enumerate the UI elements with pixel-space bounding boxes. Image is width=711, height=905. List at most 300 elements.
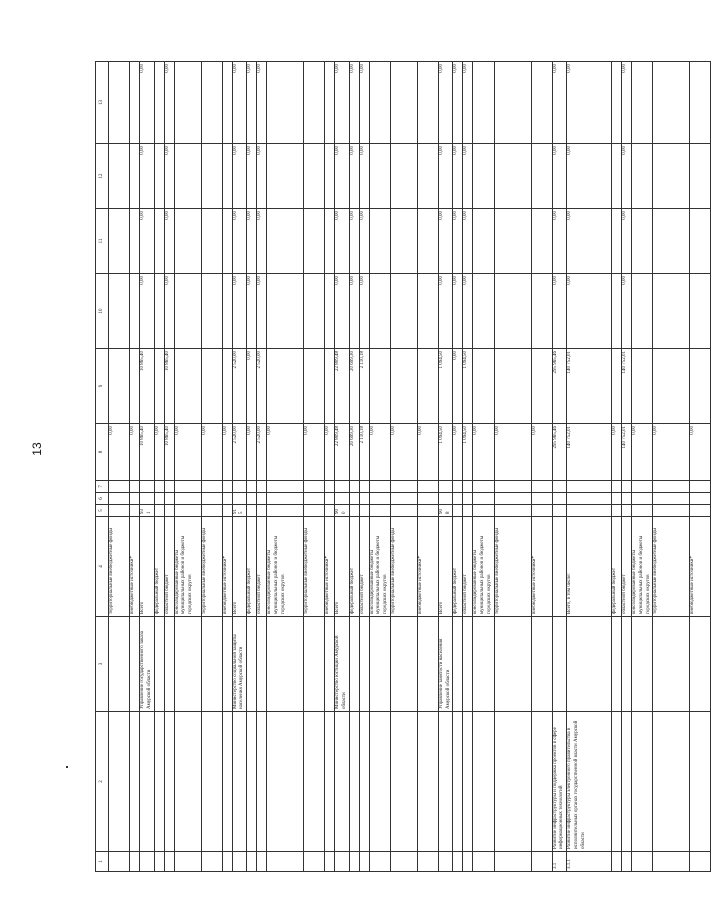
cell-col-10: [325, 274, 335, 349]
cell-col-13: [612, 62, 622, 144]
cell-col-7: [222, 481, 232, 493]
cell-col-5: [653, 505, 690, 517]
table-row: [552, 62, 567, 872]
cell-col-1: [622, 852, 632, 872]
cell-col-13: [531, 62, 552, 144]
cell-col-13: [390, 62, 417, 144]
cell-col-11: [304, 209, 325, 274]
cell-col-13: [304, 62, 325, 144]
cell-col-3: [304, 617, 325, 712]
cell-col-11: 0,00: [247, 209, 257, 274]
cell-col-12: 0,00: [453, 144, 463, 209]
cell-col-13: [267, 62, 304, 144]
cell-col-7: [417, 481, 438, 493]
cell-col-9: 0,00: [453, 349, 463, 424]
cell-col-5: [267, 505, 304, 517]
cell-col-13: 0,00: [567, 62, 612, 144]
cell-col-12: [201, 144, 222, 209]
table-row: [359, 62, 369, 872]
cell-col-3: [267, 617, 304, 712]
cell-col-4: Всего: [335, 517, 350, 617]
cell-col-8: 20 699,30: [349, 424, 359, 481]
cell-col-11: 0,00: [453, 209, 463, 274]
cell-col-8: 0,00: [369, 424, 390, 481]
cell-col-10: [130, 274, 140, 349]
cell-col-9: 10 865,40: [140, 349, 155, 424]
cell-col-3: [531, 617, 552, 712]
cell-col-7: [463, 481, 473, 493]
cell-col-13: [130, 62, 140, 144]
cell-col-9: [109, 349, 130, 424]
cell-col-12: [222, 144, 232, 209]
cell-col-2: [335, 712, 350, 852]
cell-col-3: [257, 617, 267, 712]
cell-col-1: 3.1: [552, 852, 567, 872]
cell-col-11: [494, 209, 531, 274]
cell-col-9: [201, 349, 222, 424]
cell-col-4: консолидированные бюджеты муниципальных районов и бюджеты городских округов: [632, 517, 653, 617]
cell-col-6: [109, 493, 130, 505]
cell-col-8: 10 865,40: [164, 424, 174, 481]
cell-col-2: [438, 712, 453, 852]
cell-col-5: [304, 505, 325, 517]
cell-col-11: [473, 209, 494, 274]
cell-col-11: [612, 209, 622, 274]
column-header: 2: [96, 712, 109, 852]
cell-col-1: [304, 852, 325, 872]
cell-col-6: [359, 493, 369, 505]
cell-col-12: 0,00: [140, 144, 155, 209]
cell-col-10: [154, 274, 164, 349]
cell-col-6: [494, 493, 531, 505]
cell-col-1: [438, 852, 453, 872]
cell-col-9: [369, 349, 390, 424]
cell-col-12: [390, 144, 417, 209]
cell-col-4: [552, 517, 567, 617]
column-header: 5: [96, 505, 109, 517]
cell-col-6: [453, 493, 463, 505]
table-row: [632, 62, 653, 872]
cell-col-2: [653, 712, 690, 852]
cell-col-5: [494, 505, 531, 517]
cell-col-4: федеральный бюджет: [154, 517, 164, 617]
cell-col-9: [612, 349, 622, 424]
table-row: [201, 62, 222, 872]
cell-col-6: [349, 493, 359, 505]
cell-col-3: [552, 617, 567, 712]
cell-col-13: [109, 62, 130, 144]
cell-col-11: 0,00: [567, 209, 612, 274]
cell-col-9: 0,00: [247, 349, 257, 424]
cell-col-1: [232, 852, 247, 872]
cell-col-8: 1 094,50: [438, 424, 453, 481]
cell-col-10: 0,00: [232, 274, 247, 349]
cell-col-13: 0,00: [335, 62, 350, 144]
table-row: [109, 62, 130, 872]
cell-col-9: [690, 349, 711, 424]
cell-col-3: [325, 617, 335, 712]
cell-col-2: [349, 712, 359, 852]
cell-col-12: 0,00: [567, 144, 612, 209]
cell-col-11: [653, 209, 690, 274]
cell-col-12: [174, 144, 201, 209]
table-row: [531, 62, 552, 872]
cell-col-10: 0,00: [140, 274, 155, 349]
budget-table-page: [95, 62, 696, 872]
cell-col-2: [473, 712, 494, 852]
cell-col-13: [325, 62, 335, 144]
cell-col-11: [632, 209, 653, 274]
cell-col-7: [632, 481, 653, 493]
cell-col-4: внебюджетные источники*: [417, 517, 438, 617]
cell-col-5: [632, 505, 653, 517]
cell-col-2: [130, 712, 140, 852]
cell-col-7: [267, 481, 304, 493]
cell-col-7: [622, 481, 632, 493]
cell-col-3: [622, 617, 632, 712]
cell-col-12: [304, 144, 325, 209]
cell-col-6: [222, 493, 232, 505]
cell-col-3: [453, 617, 463, 712]
cell-col-5: [417, 505, 438, 517]
cell-col-12: 0,00: [359, 144, 369, 209]
cell-col-7: [325, 481, 335, 493]
cell-col-7: [369, 481, 390, 493]
column-header: 12: [96, 144, 109, 209]
cell-col-11: [690, 209, 711, 274]
cell-col-5: [222, 505, 232, 517]
cell-col-12: 0,00: [247, 144, 257, 209]
cell-col-3: [359, 617, 369, 712]
cell-col-11: [130, 209, 140, 274]
cell-col-2: [531, 712, 552, 852]
cell-col-2: [232, 712, 247, 852]
cell-col-7: [359, 481, 369, 493]
cell-col-12: 0,00: [349, 144, 359, 209]
cell-col-8: 140 752,01: [622, 424, 632, 481]
cell-col-3: [612, 617, 622, 712]
cell-col-13: 0,00: [438, 62, 453, 144]
cell-col-10: [612, 274, 622, 349]
cell-col-10: 0,00: [335, 274, 350, 349]
cell-col-1: [632, 852, 653, 872]
cell-col-5: [552, 505, 567, 517]
cell-col-2: [463, 712, 473, 852]
cell-col-8: 0,00: [130, 424, 140, 481]
cell-col-9: 10 865,40: [164, 349, 174, 424]
cell-col-1: [369, 852, 390, 872]
cell-col-12: [325, 144, 335, 209]
table-row: [130, 62, 140, 872]
cell-col-11: [109, 209, 130, 274]
cell-col-13: 0,00: [453, 62, 463, 144]
cell-col-8: 22 809,48: [335, 424, 350, 481]
cell-col-6: [390, 493, 417, 505]
cell-col-7: [164, 481, 174, 493]
table-row: [612, 62, 622, 872]
column-header: 4: [96, 517, 109, 617]
cell-col-2: [257, 712, 267, 852]
cell-col-5: [612, 505, 622, 517]
cell-col-9: 1 094,50: [463, 349, 473, 424]
cell-col-5: 900: [335, 505, 350, 517]
cell-col-2: [164, 712, 174, 852]
cell-col-3: [390, 617, 417, 712]
cell-col-10: [304, 274, 325, 349]
cell-col-12: 0,00: [257, 144, 267, 209]
cell-col-11: 0,00: [349, 209, 359, 274]
cell-col-13: [473, 62, 494, 144]
cell-col-7: [201, 481, 222, 493]
cell-col-5: [130, 505, 140, 517]
cell-col-10: 0,00: [349, 274, 359, 349]
cell-col-10: [109, 274, 130, 349]
table-row: [174, 62, 201, 872]
cell-col-13: [690, 62, 711, 144]
cell-col-1: [222, 852, 232, 872]
cell-col-6: [552, 493, 567, 505]
cell-col-4: консолидированные бюджеты муниципальных районов и бюджеты городских округов: [369, 517, 390, 617]
cell-col-2: [632, 712, 653, 852]
cell-col-9: [390, 349, 417, 424]
cell-col-10: [222, 274, 232, 349]
cell-col-3: [201, 617, 222, 712]
cell-col-8: 10 865,40: [140, 424, 155, 481]
table-row: [304, 62, 325, 872]
cell-col-6: [369, 493, 390, 505]
cell-col-2: [453, 712, 463, 852]
cell-col-5: [349, 505, 359, 517]
cell-col-10: 0,00: [438, 274, 453, 349]
cell-col-7: [109, 481, 130, 493]
column-header: 8: [96, 424, 109, 481]
cell-col-12: 0,00: [552, 144, 567, 209]
cell-col-3: [174, 617, 201, 712]
cell-col-10: [531, 274, 552, 349]
scan-speck: [66, 766, 68, 768]
cell-col-11: [369, 209, 390, 274]
cell-col-1: [335, 852, 350, 872]
cell-col-8: 0,00: [494, 424, 531, 481]
table-row: [232, 62, 247, 872]
cell-col-4: территориальные внебюджетные фонды: [304, 517, 325, 617]
cell-col-9: [494, 349, 531, 424]
cell-col-5: [622, 505, 632, 517]
cell-col-1: [247, 852, 257, 872]
table-row: [325, 62, 335, 872]
cell-col-8: 0,00: [473, 424, 494, 481]
cell-col-5: [109, 505, 130, 517]
cell-col-8: 0,00: [325, 424, 335, 481]
table-row: [349, 62, 359, 872]
cell-col-11: 0,00: [438, 209, 453, 274]
cell-col-6: [632, 493, 653, 505]
cell-col-5: [453, 505, 463, 517]
cell-col-2: [154, 712, 164, 852]
cell-col-11: 0,00: [359, 209, 369, 274]
cell-col-12: 0,00: [335, 144, 350, 209]
cell-col-9: [653, 349, 690, 424]
cell-col-11: 0,00: [335, 209, 350, 274]
cell-col-4: консолидированные бюджеты муниципальных районов и бюджеты городских округов: [473, 517, 494, 617]
cell-col-8: 0,00: [109, 424, 130, 481]
cell-col-11: [325, 209, 335, 274]
cell-col-6: [130, 493, 140, 505]
cell-col-2: [174, 712, 201, 852]
cell-col-4: Всего: [438, 517, 453, 617]
cell-col-13: [222, 62, 232, 144]
cell-col-5: [201, 505, 222, 517]
cell-col-6: [154, 493, 164, 505]
cell-col-1: [267, 852, 304, 872]
cell-col-7: [552, 481, 567, 493]
cell-col-4: областной бюджет: [622, 517, 632, 617]
cell-col-3: [653, 617, 690, 712]
cell-col-12: 0,00: [438, 144, 453, 209]
cell-col-12: [267, 144, 304, 209]
cell-col-13: 0,00: [463, 62, 473, 144]
cell-col-3: [567, 617, 612, 712]
cell-col-13: 0,00: [257, 62, 267, 144]
cell-col-10: [473, 274, 494, 349]
cell-col-2: [109, 712, 130, 852]
cell-col-5: [567, 505, 612, 517]
cell-col-2: [390, 712, 417, 852]
cell-col-10: 0,00: [622, 274, 632, 349]
cell-col-9: 20 699,30: [349, 349, 359, 424]
cell-col-5: 915: [232, 505, 247, 517]
cell-col-10: [494, 274, 531, 349]
cell-col-5: [154, 505, 164, 517]
cell-col-8: 295 965,46: [552, 424, 567, 481]
cell-col-5: [463, 505, 473, 517]
cell-col-1: [154, 852, 164, 872]
cell-col-12: [612, 144, 622, 209]
cell-col-9: 295 965,46: [552, 349, 567, 424]
cell-col-12: [494, 144, 531, 209]
cell-col-9: [222, 349, 232, 424]
cell-col-9: 2 520,00: [257, 349, 267, 424]
cell-col-3: [247, 617, 257, 712]
cell-col-13: [417, 62, 438, 144]
cell-col-4: внебюджетные источники*: [325, 517, 335, 617]
cell-col-1: [494, 852, 531, 872]
cell-col-7: [335, 481, 350, 493]
cell-col-3: [130, 617, 140, 712]
table-row: [473, 62, 494, 872]
cell-col-10: [267, 274, 304, 349]
cell-col-11: 0,00: [164, 209, 174, 274]
cell-col-2: Развитие инфраструктуры и поддержка проектов в сфере информационных технологий: [552, 712, 567, 852]
cell-col-12: [154, 144, 164, 209]
cell-col-8: 1 094,50: [463, 424, 473, 481]
cell-col-13: 0,00: [140, 62, 155, 144]
cell-col-4: федеральный бюджет: [247, 517, 257, 617]
cell-col-12: [109, 144, 130, 209]
cell-col-13: [653, 62, 690, 144]
cell-col-7: [438, 481, 453, 493]
cell-col-12: [653, 144, 690, 209]
cell-col-4: территориальные внебюджетные фонды: [109, 517, 130, 617]
cell-col-2: [222, 712, 232, 852]
cell-col-7: [653, 481, 690, 493]
cell-col-13: [174, 62, 201, 144]
cell-col-2: [369, 712, 390, 852]
cell-col-7: [154, 481, 164, 493]
cell-col-3: [164, 617, 174, 712]
cell-col-10: [417, 274, 438, 349]
cell-col-4: областной бюджет: [257, 517, 267, 617]
cell-col-6: [612, 493, 622, 505]
cell-col-10: [390, 274, 417, 349]
cell-col-7: [453, 481, 463, 493]
cell-col-10: 0,00: [463, 274, 473, 349]
cell-col-11: [390, 209, 417, 274]
cell-col-10: 0,00: [164, 274, 174, 349]
cell-col-2: [690, 712, 711, 852]
cell-col-1: [109, 852, 130, 872]
cell-col-3: [632, 617, 653, 712]
cell-col-13: 0,00: [359, 62, 369, 144]
cell-col-12: [417, 144, 438, 209]
cell-col-11: 0,00: [622, 209, 632, 274]
cell-col-3: [494, 617, 531, 712]
cell-col-4: областной бюджет: [164, 517, 174, 617]
table-row: [438, 62, 453, 872]
cell-col-10: 0,00: [567, 274, 612, 349]
column-header: 13: [96, 62, 109, 144]
cell-col-12: [632, 144, 653, 209]
cell-col-4: областной бюджет: [463, 517, 473, 617]
cell-col-13: 0,00: [622, 62, 632, 144]
cell-col-6: [304, 493, 325, 505]
cell-col-7: [257, 481, 267, 493]
cell-col-11: [417, 209, 438, 274]
cell-col-7: [140, 481, 155, 493]
cell-col-9: [632, 349, 653, 424]
cell-col-6: [473, 493, 494, 505]
cell-col-9: [174, 349, 201, 424]
cell-col-6: [174, 493, 201, 505]
cell-col-9: 140 752,01: [567, 349, 612, 424]
cell-col-6: [463, 493, 473, 505]
cell-col-1: [463, 852, 473, 872]
cell-col-1: [325, 852, 335, 872]
cell-col-9: 2 520,00: [232, 349, 247, 424]
cell-col-4: Всего, в том числе:: [567, 517, 612, 617]
cell-col-4: территориальные внебюджетные фонды: [201, 517, 222, 617]
cell-col-6: [257, 493, 267, 505]
cell-col-2: [267, 712, 304, 852]
cell-col-8: 0,00: [653, 424, 690, 481]
column-header: 1: [96, 852, 109, 872]
cell-col-2: [359, 712, 369, 852]
cell-col-10: 0,00: [453, 274, 463, 349]
cell-col-2: [325, 712, 335, 852]
cell-col-12: [369, 144, 390, 209]
cell-col-5: [164, 505, 174, 517]
cell-col-11: 0,00: [463, 209, 473, 274]
cell-col-4: территориальные внебюджетные фонды: [653, 517, 690, 617]
cell-col-9: 1 094,50: [438, 349, 453, 424]
table-header-row: [96, 62, 109, 872]
cell-col-13: [201, 62, 222, 144]
cell-col-7: [494, 481, 531, 493]
cell-col-1: [130, 852, 140, 872]
cell-col-4: Всего: [232, 517, 247, 617]
cell-col-5: [359, 505, 369, 517]
cell-col-1: [174, 852, 201, 872]
